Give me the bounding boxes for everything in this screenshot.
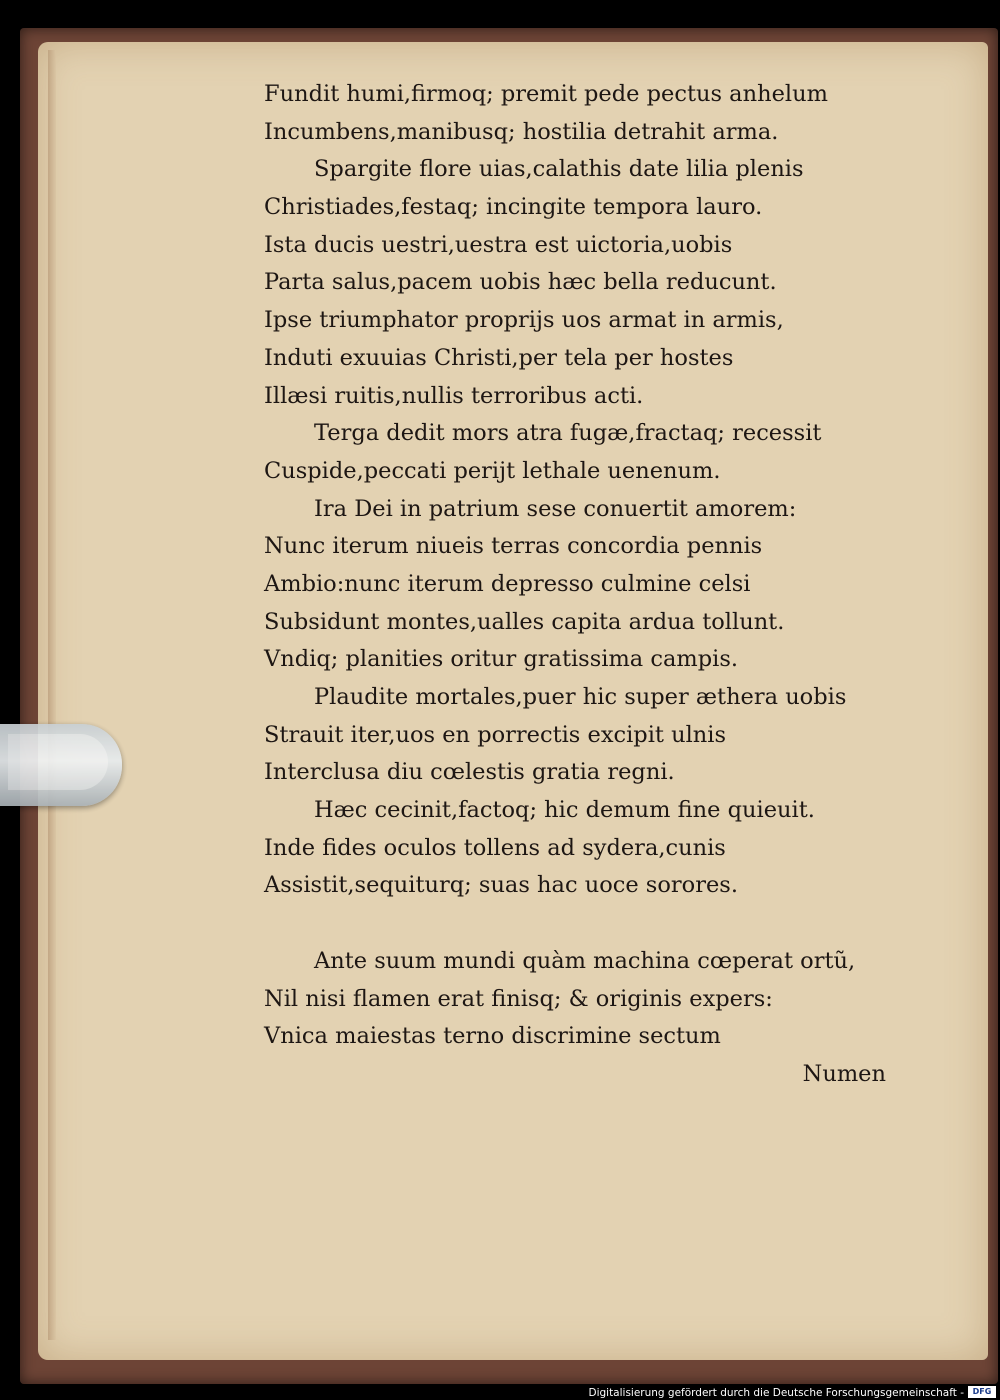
text-line: Inde fides oculos tollens ad sydera,cunis (264, 834, 726, 861)
catchword: Numen (802, 1060, 886, 1087)
text-line: Ipse triumphator proprijs uos armat in armis, (264, 307, 784, 334)
stanza-gap (264, 905, 944, 943)
text-line: Nil nisi flamen erat finisq; & originis expers: (264, 985, 773, 1012)
text-line: Interclusa diu cœlestis gratia regni. (264, 759, 675, 786)
text-line: Christiades,festaq; incingite tempora lauro. (264, 194, 763, 221)
text-line: Cuspide,peccati perijt lethale uenenum. (264, 457, 721, 484)
dfg-logo: DFG (968, 1386, 996, 1398)
page-clip-highlight (8, 734, 108, 790)
text-line: Ante suum mundi quàm machina cœperat ortũ, (314, 947, 856, 974)
text-line: Nunc iterum niueis terras concordia pennis (264, 533, 763, 560)
text-line: Ista ducis uestri,uestra est uictoria,uobis (264, 231, 733, 258)
footer-bar (0, 1384, 1000, 1400)
page-clip-tab (0, 724, 122, 806)
text-line: Strauit iter,uos en porrectis excipit ulnis (264, 721, 727, 748)
text-line: Ambio:nunc iterum depresso culmine celsi (264, 570, 751, 597)
text-line: Terga dedit mors atra fugæ,fractaq; recessit (314, 420, 822, 447)
text-line: Induti exuuias Christi,per tela per hostes (264, 344, 734, 371)
text-line: Assistit,sequiturq; suas hac uoce sorores. (264, 872, 738, 899)
text-line: Vndiq; planities oritur gratissima campis. (264, 646, 739, 673)
text-line: Ira Dei in patrium sese conuertit amorem: (314, 495, 797, 522)
text-line: Spargite flore uias,calathis date lilia plenis (314, 156, 804, 183)
text-line: Hæc cecinit,factoq; hic demum fine quieuit. (314, 797, 815, 824)
text-line: Fundit humi,firmoq; premit pede pectus anhelum (264, 81, 828, 107)
text-line: Plaudite mortales,puer hic super æthera uobis (314, 684, 847, 710)
text-line: Illæsi ruitis,nullis terroribus acti. (264, 382, 644, 409)
poem-text (264, 76, 944, 1094)
text-line: Incumbens,manibusq; hostilia detrahit arma. (264, 118, 779, 145)
funding-credit: Digitalisierung gefördert durch die Deutsche Forschungsgemeinschaft - (588, 1387, 964, 1399)
page-edge (48, 50, 56, 1340)
text-line: Parta salus,pacem uobis hæc bella reducunt. (264, 269, 777, 296)
text-line: Vnica maiestas terno discrimine sectum (264, 1023, 721, 1050)
text-line: Subsidunt montes,ualles capita ardua tollunt. (264, 608, 785, 635)
